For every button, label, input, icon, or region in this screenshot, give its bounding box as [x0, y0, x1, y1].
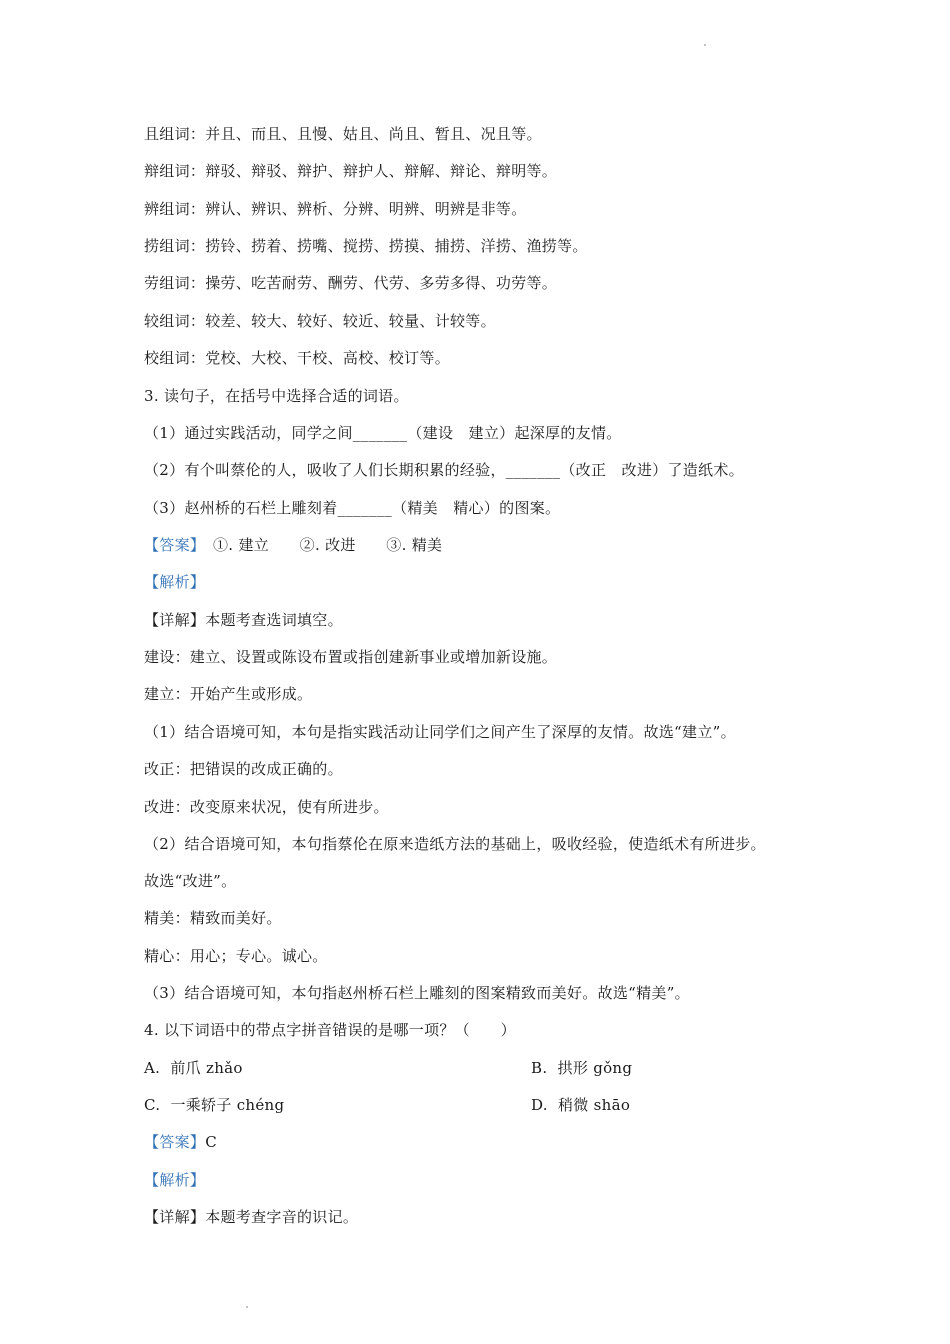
explanation-line: （1）结合语境可知，本句是指实践活动让同学们之间产生了深厚的友情。故选“建立”。	[144, 723, 736, 741]
question-3-sentence-1: （1）通过实践活动，同学之间_______（建设 建立）起深厚的友情。	[144, 424, 622, 442]
question-4-title: 4. 以下词语中的带点字拼音错误的是哪一项？（ ）	[144, 1021, 516, 1039]
analysis-4	[144, 1170, 205, 1190]
explanation-line: 精美：精致而美好。	[144, 909, 282, 927]
explanation-line: 建设：建立、设置或陈设布置或指创建新事业或增加新设施。	[144, 648, 558, 666]
answer-3	[144, 535, 442, 555]
option-b: B. 拱形 gǒng	[531, 1059, 633, 1077]
answer-tag: 【答案】	[144, 536, 198, 554]
text-line: 较组词：较差、较大、较好、较近、较量、计较等。	[144, 312, 496, 330]
explanation-line: 改进：改变原来状况，使有所进步。	[144, 798, 389, 816]
detail-tag: 【详解】	[144, 1208, 206, 1226]
analysis-tag: 【解析】	[144, 1171, 206, 1189]
text-line: 辨组词：辨认、辨识、辨析、分辨、明辨、明辨是非等。	[144, 200, 527, 218]
detail-4	[144, 1207, 358, 1227]
explanation-line: （2）结合语境可知，本句指蔡伦在原来造纸方法的基础上，吸收经验，使造纸术有所进步。	[144, 835, 766, 853]
question-3-sentence-3: （3）赵州桥的石栏上雕刻着_______（精美 精心）的图案。	[144, 499, 561, 517]
text-line: 且组词：并且、而且、且慢、姑且、尚且、暂且、况且等。	[144, 125, 542, 143]
analysis-3	[144, 572, 205, 592]
text-line: 劳组词：操劳、吃苦耐劳、酬劳、代劳、多劳多得、功劳等。	[144, 274, 558, 292]
explanation-line: 建立：开始产生或形成。	[144, 685, 313, 703]
explanation-line: 精心：用心；专心。诚心。	[144, 947, 328, 965]
text-line: 捞组词：捞铃、捞着、捞嘴、搅捞、捞摸、捕捞、洋捞、渔捞等。	[144, 237, 588, 255]
answer-tag: 【答案】	[144, 1133, 206, 1151]
explanation-line: 故选“改进”。	[144, 872, 237, 890]
detail-3	[144, 610, 343, 630]
option-c: C. 一乘轿子 chéng	[144, 1096, 285, 1114]
question-3-sentence-2: （2）有个叫蔡伦的人，吸收了人们长期积累的经验，_______（改正 改进）了造纸术。	[144, 461, 744, 479]
analysis-tag: 【解析】	[144, 573, 206, 591]
question-3-title: 3. 读句子，在括号中选择合适的词语。	[144, 387, 409, 405]
answer-4	[144, 1132, 217, 1152]
page-mark	[246, 1306, 248, 1308]
detail-tag: 【详解】	[144, 611, 206, 629]
option-a: A. 前爪 zhǎo	[144, 1059, 243, 1077]
text-line: 校组词：党校、大校、干校、高校、校订等。	[144, 349, 451, 367]
text-line: 辩组词：辩驳、辩驳、辩护、辩护人、辩解、辩论、辩明等。	[144, 162, 558, 180]
explanation-line: 改正：把错误的改成正确的。	[144, 760, 343, 778]
explanation-line: （3）结合语境可知，本句指赵州桥石栏上雕刻的图案精致而美好。故选“精美”。	[144, 984, 690, 1002]
detail-3-text: 本题考查选词填空。	[205, 611, 343, 629]
answer-3-text: ①. 建立 ②. 改进 ③. 精美	[197, 536, 443, 554]
detail-4-text: 本题考查字音的识记。	[205, 1208, 359, 1226]
page-mark	[704, 44, 706, 46]
answer-4-text: C	[205, 1133, 217, 1151]
option-d: D. 稍微 shāo	[531, 1096, 631, 1114]
